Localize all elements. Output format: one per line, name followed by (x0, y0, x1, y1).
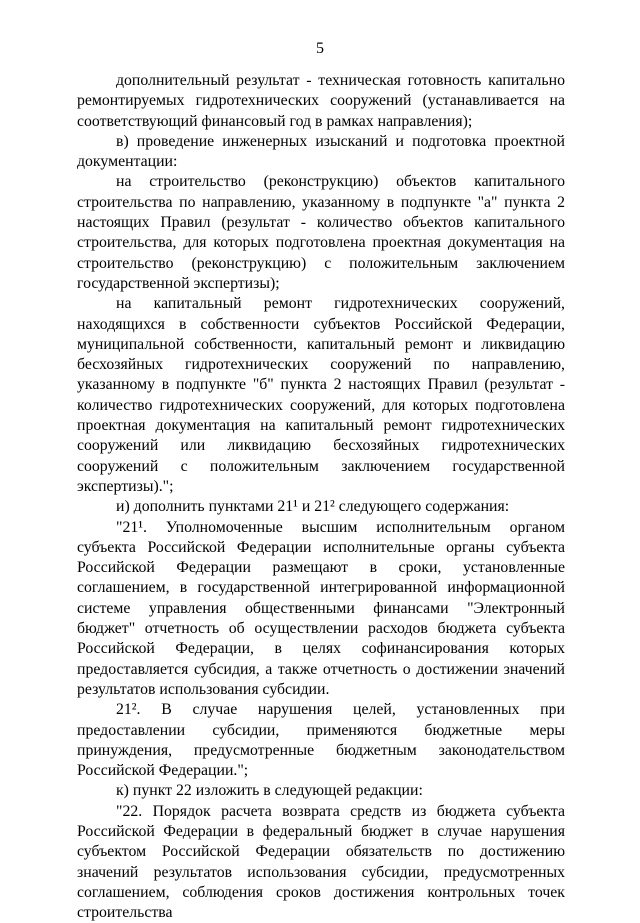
paragraph: 21². В случае нарушения целей, установленных при предоставлении субсидии, применяются бюджетные меры принуждения, предусмотренные бюджетным законодательством Российской Федерации."; (77, 701, 565, 780)
document-body (77, 71, 565, 923)
page-number: 5 (316, 40, 324, 57)
paragraph: в) проведение инженерных изысканий и подготовка проектной документации: (77, 132, 565, 171)
paragraph: "21¹. Уполномоченные высшим исполнительным органом субъекта Российской Федерации исполнительные органы субъекта Российской Федерации размещают в сроки, установленные соглашением, в государственной интегрированной информационной системе управления общественными финансами "Электронный бюджет" отчетность об осуществлении расходов бюджета субъекта Российской Федерации, в целях софинансирования которых предоставляется субсидия, а также отчетность о достижении значений результатов использования субсидии. (77, 518, 565, 698)
paragraph: "22. Порядок расчета возврата средств из бюджета субъекта Российской Федерации в федеральный бюджет в случае нарушения субъектом Российской Федерации обязательств по достижению значений результатов использования субсидии, предусмотренных соглашением, соблюдения сроков достижения контрольных точек строительства (77, 802, 565, 922)
paragraph: дополнительный результат - техническая готовность капитально ремонтируемых гидротехнических сооружений (устанавливается на соответствующий финансовый год в рамках направления); (77, 72, 565, 130)
paragraph: к) пункт 22 изложить в следующей редакции: (116, 782, 423, 800)
paragraph: и) дополнить пунктами 21¹ и 21² следующего содержания: (116, 498, 510, 516)
paragraph: на капитальный ремонт гидротехнических сооружений, находящихся в собственности субъектов Российской Федерации, муниципальной собственности, капитальный ремонт и ликвидацию бесхозяйных гидротехнических сооружений по направлению, указанному в подпункте "б" пункта 2 настоящих Правил (результат - количество гидротехнических сооружений, для которых подготовлена проектная документация на капитальный ремонт гидротехнических сооружений или ликвидацию бесхозяйных гидротехнических сооружений с положительным заключением государственной экспертизы)."; (77, 295, 565, 495)
paragraph: на строительство (реконструкцию) объектов капитального строительства по направлению, указанному в подпункте "а" пункта 2 настоящих Правил (результат - количество объектов капитального строительства, для которых подготовлена проектная документация на строительство (реконструкцию) с положительным заключением государственной экспертизы); (77, 173, 565, 292)
